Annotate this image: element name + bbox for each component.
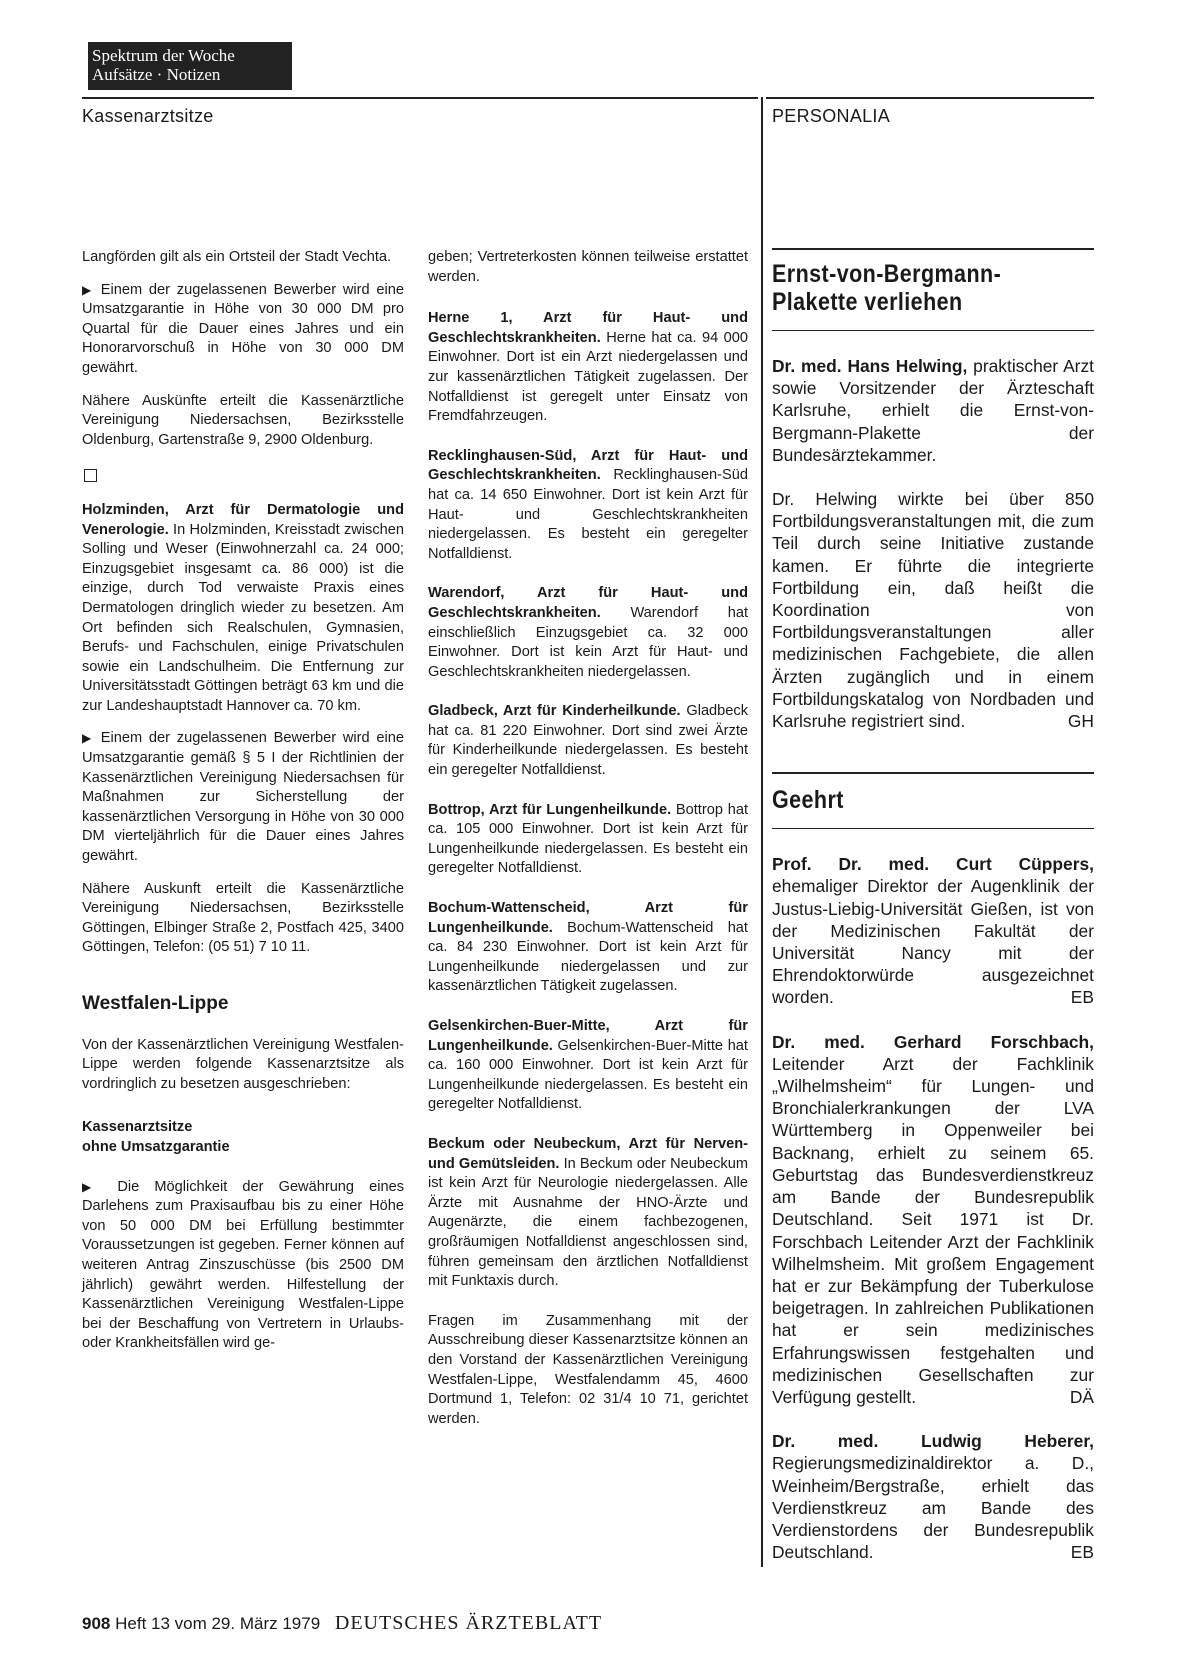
section-title-right: PERSONALIA — [772, 106, 891, 126]
contact-paragraph: Fragen im Zusammenhang mit der Ausschreibung dieser Kassenarztsitze können an den Vorstand der Kassenärztlichen Vereinigung Westfalen-Lippe, Westfalendamm 45, 4600 Dortmund 1, Telefon: 02 31/4 10 71, gerichtet werden. — [428, 1312, 748, 1427]
entry-cueppers: Prof. Dr. med. Curt Cüppers, ehemaliger Direktor der Augenklinik der Justus-Liebig-Universität Gießen, ist von der Medizinischen Fakultät der Universität Nancy mit der Ehrendoktorwürde ausgezeichnet worden. EB — [772, 854, 1094, 1008]
heading-rule — [772, 772, 1094, 774]
journal-section-badge — [88, 42, 292, 90]
triangle-bullet-icon: ▶ — [82, 1179, 103, 1194]
column-personalia — [772, 248, 1094, 1585]
listing-warendorf: Warendorf, Arzt für Haut- und Geschlechtskrankheiten. Warendorf hat einschließlich Einzugsgebiet ca. 32 000 Einwohner. Dort ist kein Arzt für Haut- und Geschlechtskrankheiten niedergelassen. — [428, 585, 748, 680]
subheading-kassenarztsitze: Kassenarztsitze ohne Umsatzgarantie — [82, 1119, 230, 1155]
badge-line-1: Spektrum der Woche — [92, 46, 235, 65]
column-2 — [428, 248, 748, 1442]
entry-heberer: Dr. med. Ludwig Heberer, Regierungsmedizinaldirektor a. D., Weinheim/Bergstraße, erhielt das Verdienstkreuz am Bande des Verdienstordens der Bundesrepublik Deutschland. EB — [772, 1431, 1094, 1563]
heading-bergmann-plakette: Ernst-von-Bergmann- Plakette verliehen — [772, 260, 1002, 316]
column-1 — [82, 248, 404, 1367]
heading-underline — [772, 330, 1094, 331]
triangle-bullet-icon: ▶ — [82, 282, 94, 297]
header-rule-right — [766, 97, 1094, 99]
triangle-bullet-icon: ▶ — [82, 731, 94, 746]
author-initials: DÄ — [1069, 1386, 1094, 1407]
listing-recklinghausen: Recklinghausen-Süd, Arzt für Haut- und Geschlechtskrankheiten. Recklinghausen-Süd hat ca. 14 650 Einwohner. Dort ist kein Arzt für Haut- und Geschlechtskrankheiten niedergelassen. Es besteht ein geregelter Notfalldienst. — [428, 447, 748, 562]
journal-name: DEUTSCHES ÄRZTEBLATT — [334, 1612, 603, 1634]
entry-forschbach: Dr. med. Gerhard Forschbach, Leitender Arzt der Fachklinik „Wilhelmsheim“ für Lungen- und Bronchialerkrankungen der LVA Württemberg in Oppenweiler bei Backnang, erhielt zu seinem 65. Geburtstag das Bundesverdienstkreuz am Bande der Bundesrepublik Deutschland. Seit 1971 ist Dr. Forschbach Leitender Arzt der Fachklinik Wilhelmsheim. Mit großem Engagement hat er zur Bekämpfung der Tuberkulose beigetragen. In zahlreichen Publikationen hat er sein medizinisches Erfahrungswissen festgehalten und medizinischen Gesellschaften zur Verfügung gestellt. DÄ — [772, 1031, 1094, 1407]
page-footer — [82, 1612, 602, 1635]
paragraph: ▶ Einem der zugelassenen Bewerber wird eine Umsatzgarantie in Höhe von 30 000 DM pro Quartal für die Dauer eines Jahres und ein Honorarvorschuß in Höhe von 30 000 DM gewährt. — [82, 281, 405, 376]
listing-gelsenkirchen: Gelsenkirchen-Buer-Mitte, Arzt für Lungenheilkunde. Gelsenkirchen-Buer-Mitte hat ca. 160 000 Einwohner. Dort ist kein Arzt für Lungenheilkunde niedergelassen. Es besteht ein geregelter Notfalldienst. — [428, 1018, 748, 1113]
listing-bottrop: Bottrop, Arzt für Lungenheilkunde. Bottrop hat ca. 105 000 Einwohner. Dort ist kein Arzt für Lungenheilkunde niedergelassen. Es besteht ein geregelter Notfalldienst. — [428, 801, 748, 877]
author-initials: GH — [1067, 711, 1094, 732]
heading-geehrt: Geehrt — [772, 786, 844, 815]
paragraph: Von der Kassenärztlichen Vereinigung Westfalen-Lippe werden folgende Kassenarztsitze als vordringlich zu besetzen ausgeschrieben: — [82, 1036, 404, 1092]
listing-bochum: Bochum-Wattenscheid, Arzt für Lungenheilkunde. Bochum-Wattenscheid hat ca. 84 230 Einwohner. Dort ist kein Arzt für Lungenheilkunde niedergelassen und zur kassenärztlichen Tätigkeit zugelassen. — [428, 900, 748, 995]
header-rule-left — [82, 97, 758, 99]
author-initials: EB — [1070, 987, 1094, 1008]
badge-line-2: Aufsätze · Notizen — [92, 65, 221, 84]
listing-herne: Herne 1, Arzt für Haut- und Geschlechtskrankheiten. Herne hat ca. 94 000 Einwohner. Dort ist ein Arzt niedergelassen und zur kassenärztlichen Tätigkeit zugelassen. Der Notfalldienst ist geregelt unter Einsatz von Fremdfahrzeugen. — [428, 310, 748, 425]
paragraph: Nähere Auskünfte erteilt die Kassenärztliche Vereinigung Niedersachsen, Bezirksstelle Oldenburg, Gartenstraße 9, 2900 Oldenburg. — [82, 392, 404, 448]
paragraph: geben; Vertreterkosten können teilweise erstattet werden. — [428, 249, 748, 285]
author-initials: EB — [1070, 1542, 1094, 1563]
listing-beckum: Beckum oder Neubeckum, Arzt für Nerven- und Gemütsleiden. In Beckum oder Neubeckum ist kein Arzt für Neurologie niedergelassen. Alle Ärzte mit Ausnahme der HNO-Ärzte und Augenärzte, die einem fachbezogenen, großräumigen Notfalldienst angeschlossen sind, führen gemeinsam den ärztlichen Notfalldienst mit Funktaxis durch. — [428, 1135, 749, 1290]
heading-underline — [772, 828, 1094, 829]
paragraph: Nähere Auskunft erteilt die Kassenärztliche Vereinigung Niedersachsen, Bezirksstelle Göttingen, Elbinger Straße 2, Postfach 425, 3400 Göttingen, Telefon: (05 51) 7 10 11. — [82, 880, 404, 956]
paragraph: ▶ Die Möglichkeit der Gewährung eines Darlehens zum Praxisaufbau bis zu einer Höhe von 50 000 DM bei Erfüllung bestimmter Voraussetzungen ist gegeben. Ferner können auf weiteren Antrag Zinszuschüsse (bis 2500 DM jährlich) gewährt werden. Hilfestellung der Kassenärztlichen Vereinigung Westfalen-Lippe bei der Beschaffung von Vertretern in Urlaubs- oder Krankheitsfällen wird ge- — [82, 1178, 405, 1352]
heading-rule — [772, 248, 1094, 250]
issue-info: Heft 13 vom 29. März 1979 — [115, 1614, 321, 1633]
entry-helwing: Dr. med. Hans Helwing, praktischer Arzt sowie Vorsitzender der Ärzteschaft Karlsruhe, erhielt die Ernst-von-Bergmann-Plakette der Bundesärztekammer. — [772, 356, 1094, 465]
listing-holzminden: Holzminden, Arzt für Dermatologie und Venerologie. In Holzminden, Kreisstadt zwischen Solling und Weser (Einwohnerzahl ca. 24 000; Einzugsgebiet insgesamt ca. 86 000) ist die einzige, durch Tod verwaiste Praxis eines Dermatologen dringlich wieder zu besetzen. Am Ort befinden sich Realschulen, Gymnasien, Berufs- und Fachschulen, einige Privatschulen sowie ein Landschulheim. Die Entfernung zur Universitätsstadt Göttingen beträgt 63 km und die zur Landeshauptstadt Hannover ca. 70 km. — [82, 501, 405, 714]
page-number: 908 — [82, 1614, 111, 1633]
square-marker-icon — [84, 469, 97, 482]
listing-gladbeck: Gladbeck, Arzt für Kinderheilkunde. Gladbeck hat ca. 81 220 Einwohner. Dort sind zwei Ärzte für Kinderheilkunde niedergelassen. Es besteht ein geregelter Notfalldienst. — [428, 703, 748, 779]
paragraph: ▶ Einem der zugelassenen Bewerber wird eine Umsatzgarantie gemäß § 5 I der Richtlinien der Kassenärztlichen Vereinigung Niedersachsen für Maßnahmen zur Sicherstellung der kassenärztlichen Versorgung in Höhe von 30 000 DM vierteljährlich für die Dauer eines Jahres gewährt. — [82, 730, 405, 865]
paragraph: Langförden gilt als ein Ortsteil der Stadt Vechta. — [82, 249, 392, 265]
column-divider — [761, 97, 763, 1567]
section-title-left: Kassenarztsitze — [82, 106, 214, 126]
entry-helwing-cont: Dr. Helwing wirkte bei über 850 Fortbildungsveranstaltungen mit, die zum Teil durch seine Initiative zustande kamen. Er führte die integrierte Fortbildung ein, daß heißt die Koordination von Fortbildungsveranstaltungen aller medizinischen Fachgebiete, die allen Ärzten zugänglich und in einem Fortbildungskatalog von Nordbaden und Karlsruhe registriert sind. GH — [772, 489, 1094, 732]
subheading-westfalen-lippe: Westfalen-Lippe — [82, 993, 229, 1014]
